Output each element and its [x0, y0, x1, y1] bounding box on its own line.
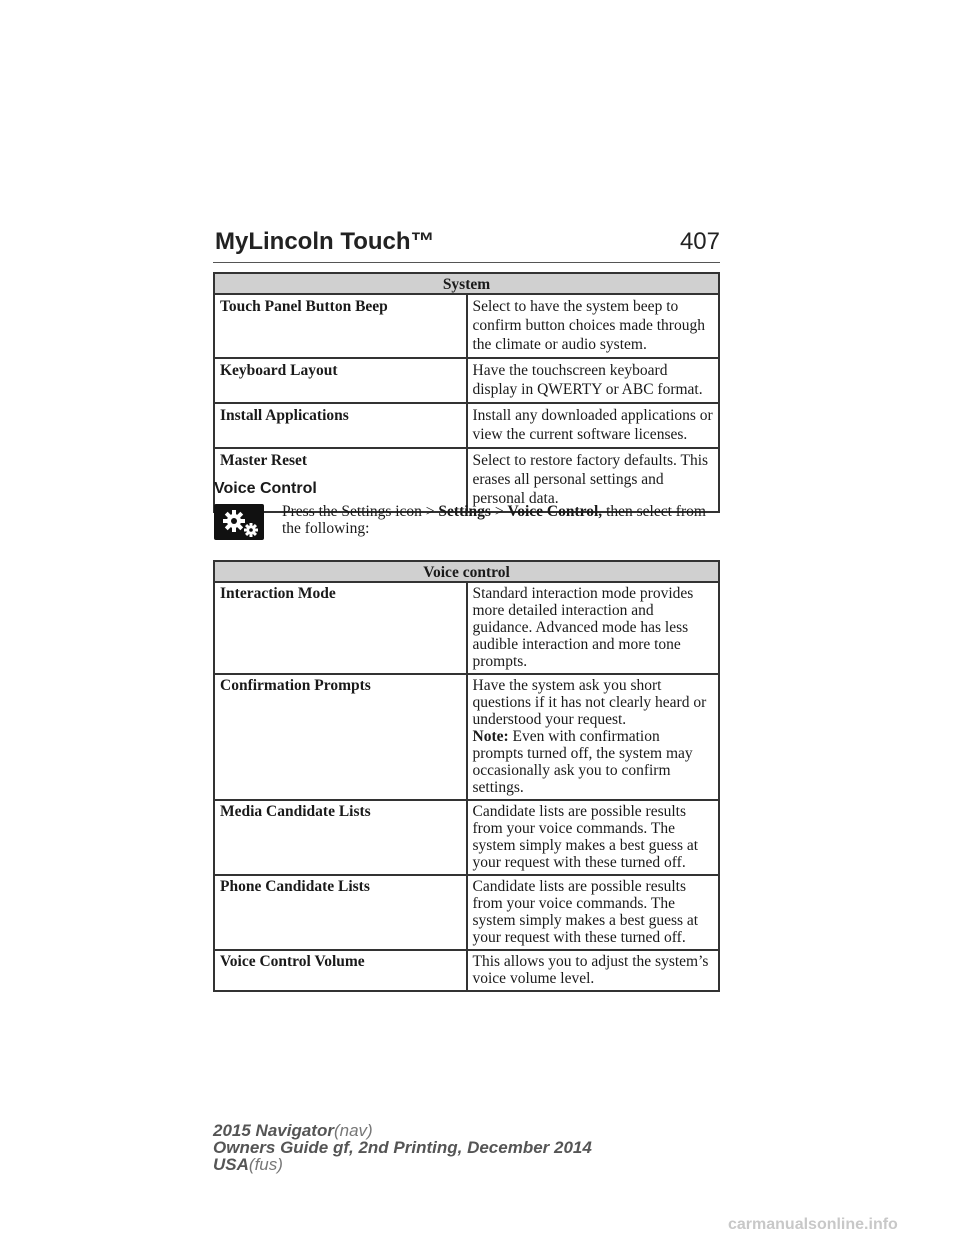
table-row: [214, 875, 719, 950]
document-footer: 2015 Navigator(nav) Owners Guide gf, 2nd Printing, December 2014 USA(fus): [213, 1121, 592, 1174]
voice-table-heading: Voice control: [214, 561, 719, 582]
row-description: Select to have the system beep to confirm button choices made through the climate or audio system.: [467, 294, 720, 358]
row-label: Install Applications: [214, 403, 467, 448]
row-label: Confirmation Prompts: [214, 674, 467, 800]
table-row: [214, 950, 719, 991]
voice-control-instructions: Press the Settings icon > Settings > Voice Control, then select from the following:: [282, 503, 706, 537]
menu-settings: Settings: [438, 503, 491, 520]
row-description: Candidate lists are possible results from your voice commands. The system simply makes a best guess at your request with these turned off.: [467, 875, 720, 950]
row-label: Voice Control Volume: [214, 950, 467, 991]
row-description: Have the touchscreen keyboard display in QWERTY or ABC format.: [467, 358, 720, 403]
row-label: Touch Panel Button Beep: [214, 294, 467, 358]
row-label: Media Candidate Lists: [214, 800, 467, 875]
page-header: [213, 228, 720, 263]
row-label: Master Reset: [214, 448, 467, 512]
note-label: Note:: [472, 728, 509, 745]
table-row: [214, 800, 719, 875]
page-number: 407: [679, 228, 720, 255]
row-label: Keyboard Layout: [214, 358, 467, 403]
note-text: Even with confirmation prompts turned off, the system may occasionally ask you to confirm settings.: [472, 728, 693, 796]
row-description: Candidate lists are possible results from your voice commands. The system simply makes a best guess at your request with these turned off.: [467, 800, 720, 875]
system-table: [213, 272, 720, 513]
table-row: [214, 358, 719, 403]
row-label: Phone Candidate Lists: [214, 875, 467, 950]
table-row: [214, 674, 719, 800]
row-description: Standard interaction mode provides more detailed interaction and guidance. Advanced mode has less audible interaction and more tone prompts.: [467, 582, 720, 674]
page-title: MyLincoln Touch™: [215, 228, 435, 255]
row-label: Interaction Mode: [214, 582, 467, 674]
row-description: Have the system ask you short questions if it has not clearly heard or understood your request. Note: Even with confirmation prompts turned off, the system may occasionally ask you to confirm settings.: [467, 674, 720, 800]
watermark: carmanualsonline.info: [728, 1216, 898, 1233]
table-row: [214, 294, 719, 358]
table-row: [214, 403, 719, 448]
system-table-heading: System: [214, 273, 719, 294]
menu-voice-control: Voice Control,: [507, 503, 603, 520]
settings-gears-icon: [214, 504, 264, 540]
voice-control-table: [213, 560, 720, 992]
row-description: This allows you to adjust the system’s voice volume level.: [467, 950, 720, 991]
row-description: Select to restore factory defaults. This erases all personal settings and personal data.: [467, 448, 720, 512]
section-heading: Voice Control: [214, 480, 317, 497]
table-row: [214, 582, 719, 674]
row-description: Install any downloaded applications or view the current software licenses.: [467, 403, 720, 448]
